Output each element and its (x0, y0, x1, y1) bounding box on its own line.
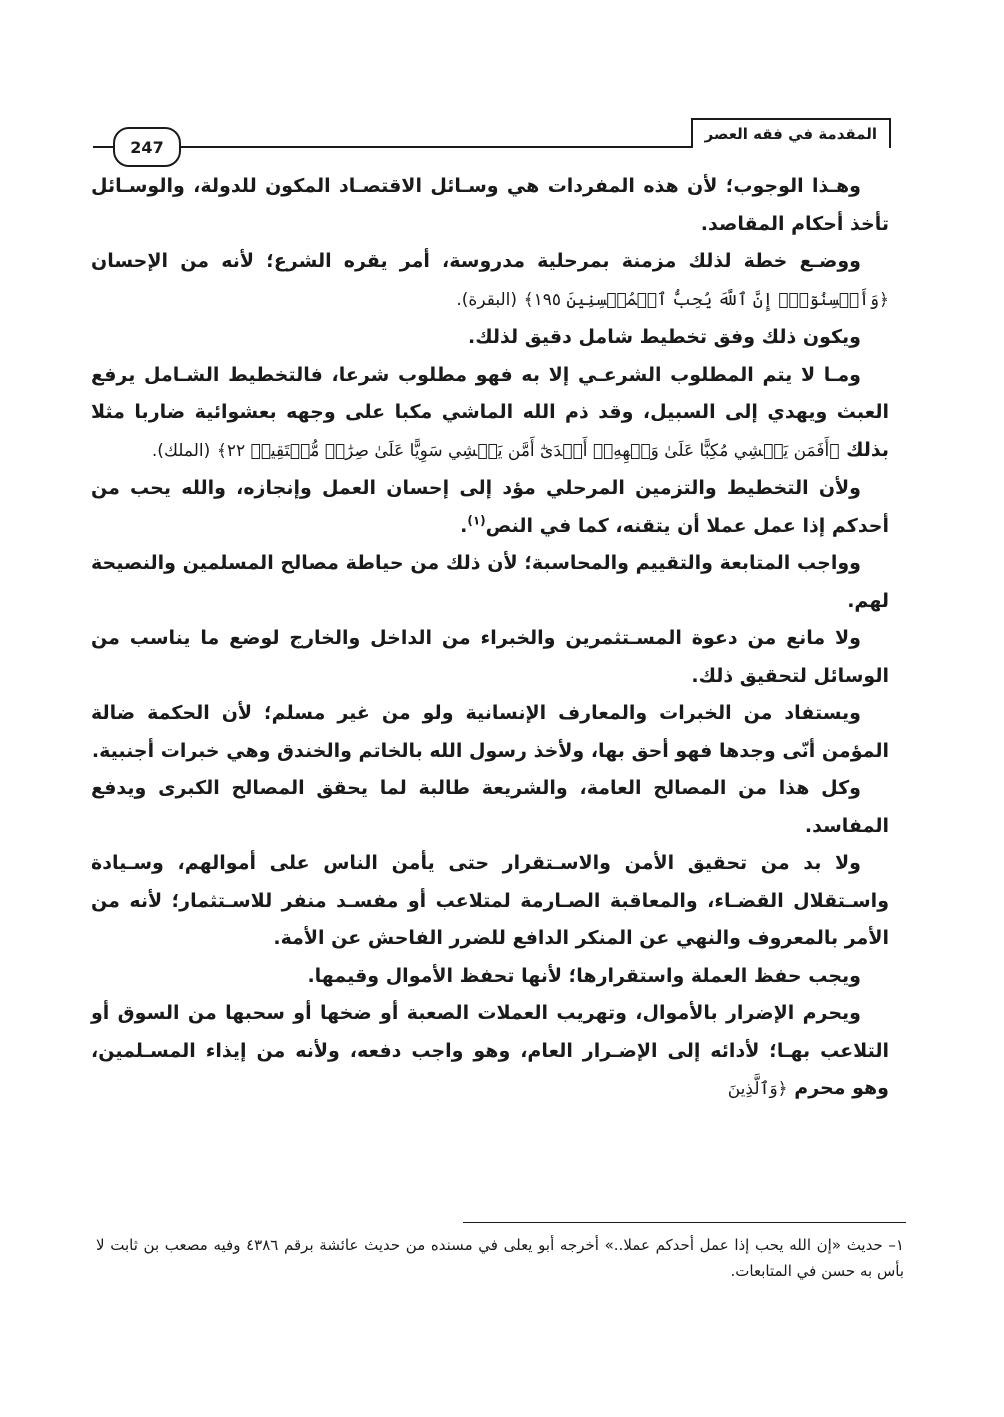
paragraph-text: وكل هذا من المصالح العامة، والشريعة طالبة لما يحقق المصالح الكبرى ويدفع المفاسد. (91, 777, 889, 837)
paragraph (91, 357, 889, 471)
paragraph-text: وواجب المتابعة والتقييم والمحاسبة؛ لأن ذلك من حياطة مصالح المسلمين والنصيحة لهم. (91, 552, 889, 612)
book-title-text: المقدمة في فقه العصر (704, 125, 877, 143)
paragraph (91, 168, 889, 243)
paragraph-end-punct: . (460, 514, 468, 537)
quran-verse: ﴿وَٱلَّذِينَ (727, 1079, 788, 1099)
book-title (691, 118, 891, 148)
paragraph (91, 958, 889, 996)
page-number-text: 247 (130, 137, 164, 157)
paragraph-text: ومـا لا يتم المطلوب الشرعـي إلا به فهو مطلوب شرعا، فالتخطيط الشـامل يرفع العبث ويهدي إلى السبيل، وقد ذم الله الماشي مكبا على وجهه بعشوائية ضاربا مثلا بذلك (91, 363, 889, 461)
page-header (93, 118, 891, 157)
paragraph (91, 545, 889, 620)
paragraph (91, 470, 889, 545)
footnote (96, 1232, 904, 1284)
paragraph-text: ولأن التخطيط والتزمين المرحلي مؤد إلى إحسان العمل وإنجازه، والله يحب من أحدكم إذا عمل عملا أن يتقنه، كما في النص (91, 477, 889, 537)
paragraph-text: وهـذا الوجوب؛ لأن هذه المفردات هي وسـائل الاقتصـاد المكون للدولة، والوسـائل تأخذ أحكام المقاصد. (91, 175, 889, 235)
paragraph-text: ووضـع خطة لذلك مزمنة بمرحلية مدروسة، أمر يقره الشرع؛ لأنه من الإحسان (91, 250, 861, 272)
paragraph (91, 243, 889, 319)
paragraph-text: ويحرم الإضرار بالأموال، وتهريب العملات الصعبة أو ضخها أو سحبها من السوق أو التلاعب بهـا؛ لأدائه إلى الإضـرار العام، وهو واجب دفعه، ولأنه من إيذاء المسـلمين، وهو محرم (91, 1002, 889, 1099)
page-number (113, 127, 181, 167)
footnote-reference[interactable]: (١) (467, 513, 486, 528)
sura-name: (البقرة). (456, 289, 517, 310)
paragraph-text: ولا مانع من دعوة المسـتثمرين والخبراء من الداخل والخارج لوضع ما يناسب من الوسائل لتحقيق ذلك. (91, 627, 889, 687)
paragraph (91, 845, 889, 958)
footnote-text: ١– حديث «إن الله يحب إذا عمل أحدكم عملا..» أخرجه أبو يعلى في مسنده من حديث عائشة برقم ٤٣٨٦ وفيه مصعب بن ثابت لا بأس به حسن في المتابعات. (96, 1236, 904, 1280)
paragraph-text: ويكون ذلك وفق تخطيط شامل دقيق لذلك. (468, 326, 861, 348)
footnote-separator (463, 1222, 906, 1223)
paragraph (91, 695, 889, 770)
paragraph-text: ولا بد من تحقيق الأمن والاسـتقرار حتى يأمن الناس على أموالهم، وسـيادة واسـتقلال القضـاء، والمعاقبة الصـارمة لمتلاعب أو مفسـد منفر للاسـتثمار؛ لأنه من الأمر بالمعروف والنهي عن المنكر الدافع للضرر الفاحش عن الأمة. (91, 852, 889, 949)
body-text (91, 168, 889, 1109)
paragraph (91, 319, 889, 357)
sura-name: (الملك). (151, 440, 211, 461)
paragraph-text: ويجب حفظ العملة واستقرارها؛ لأنها تحفظ الأموال وقيمها. (307, 964, 861, 987)
paragraph-text: ويستفاد من الخبرات والمعارف الإنسانية ولو من غير مسلم؛ لأن الحكمة ضالة المؤمن أنّى وجدها فهو أحق بها، ولأخذ رسول الله بالخاتم والخندق وهي خبرات أجنبية. (91, 702, 889, 762)
paragraph (91, 770, 889, 845)
paragraph (91, 995, 889, 1109)
quran-verse: ﴿وَأَحۡسِنُوٓاْۚ إِنَّ ٱللَّهَ يُحِبُّ ٱلۡمُحۡسِنِينَ ١٩٥﴾ (523, 289, 889, 310)
paragraph (91, 620, 889, 695)
quran-verse: ﴿أَفَمَن يَمۡشِي مُكِبًّا عَلَىٰ وَجۡهِهِۦٓ أَهۡدَىٰٓ أَمَّن يَمۡشِي سَوِيًّا عَلَىٰ صِرَٰطٖ مُّسۡتَقِيمٖ ٢٢﴾ (216, 440, 840, 461)
